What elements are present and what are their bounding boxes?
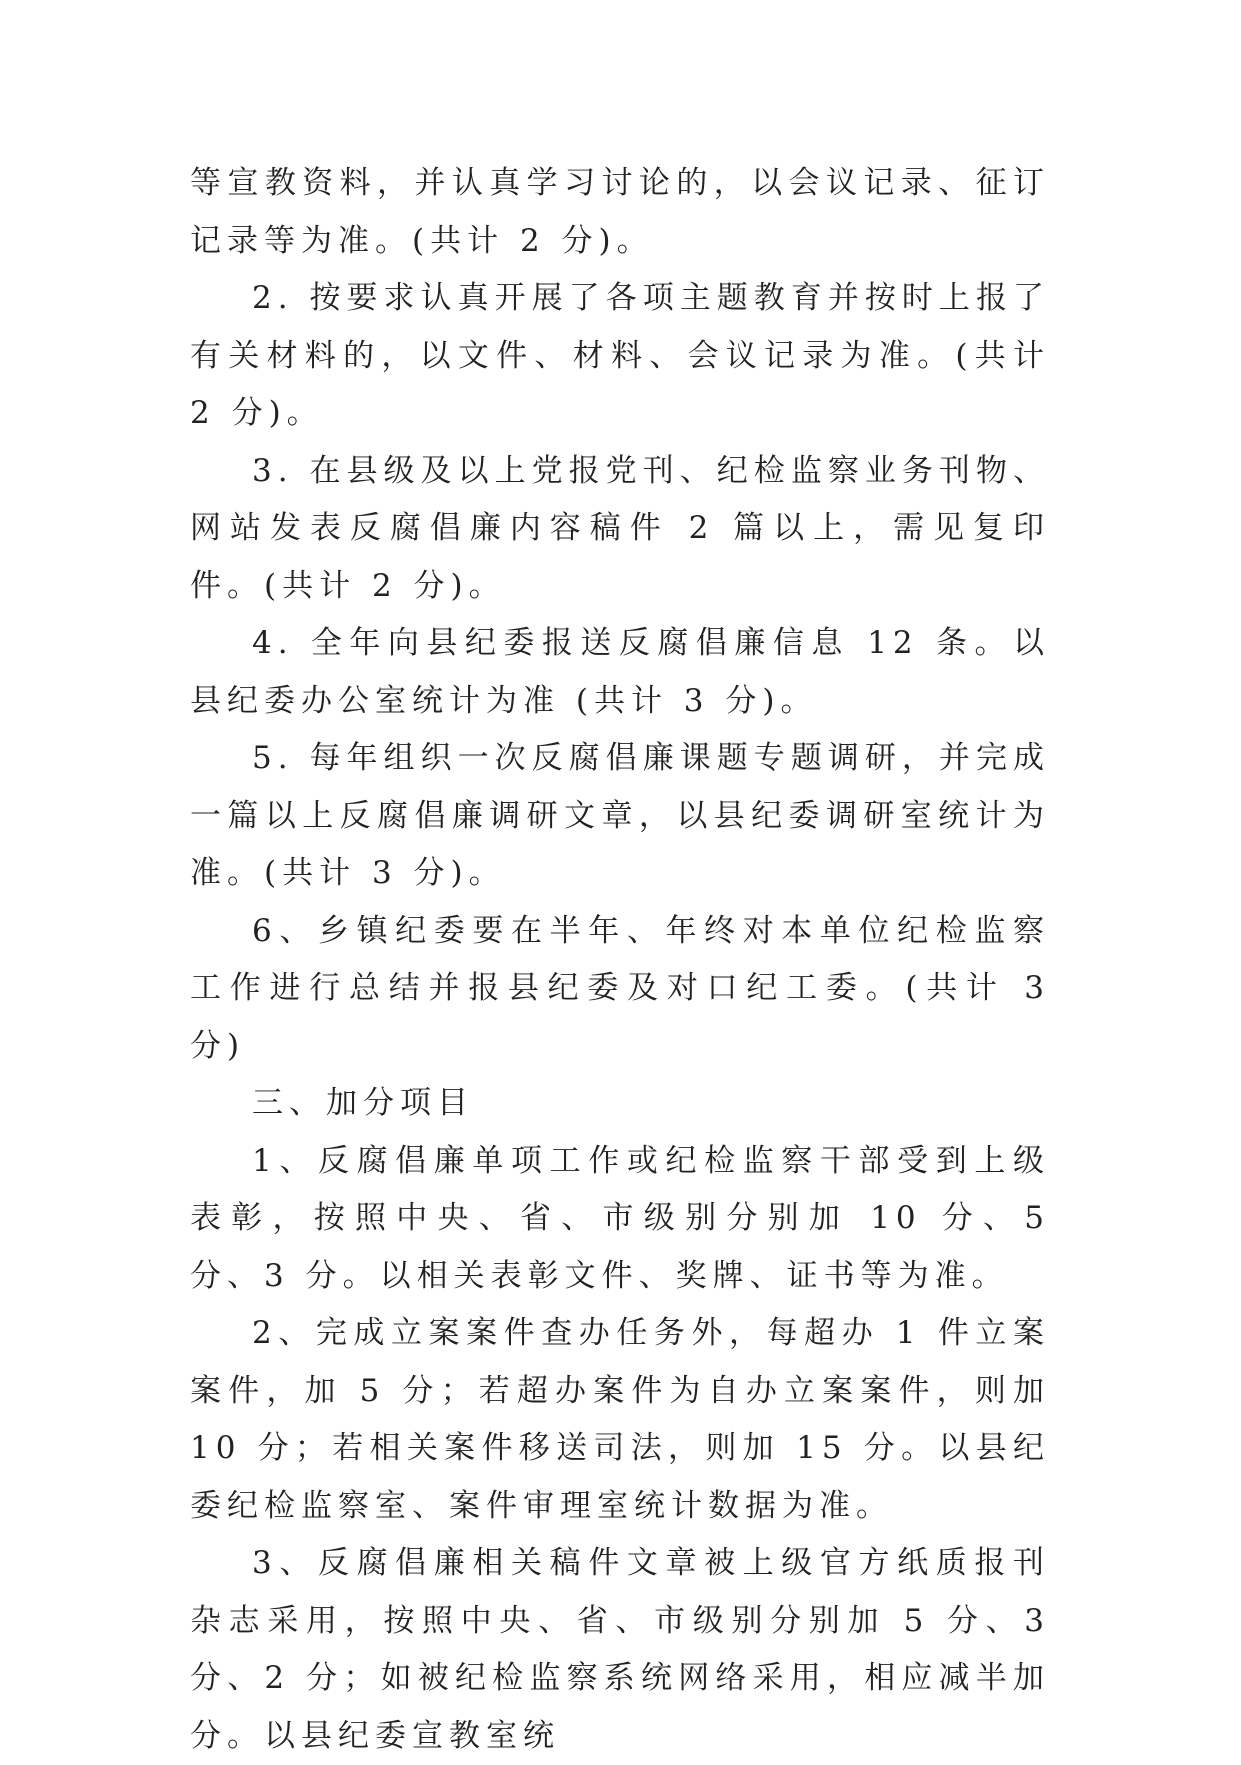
document-body <box>190 155 1050 1765</box>
bonus-item-1: 1、反腐倡廉单项工作或纪检监察干部受到上级表彰，按照中央、省、市级别分别加 10 分、5 分、3 分。以相关表彰文件、奖牌、证书等为准。 <box>190 1142 1050 1294</box>
paragraph-item-2: 2. 按要求认真开展了各项主题教育并按时上报了有关材料的，以文件、材料、会议记录为准。(共计 2 分)。 <box>190 280 1050 431</box>
paragraph-continuation: 等宣教资料，并认真学习讨论的，以会议记录、征订记录等为准。(共计 2 分)。 <box>190 165 1050 259</box>
paragraph-item-3: 3. 在县级及以上党报党刊、纪检监察业务刊物、网站发表反腐倡廉内容稿件 2 篇以上，需见复印件。(共计 2 分)。 <box>190 452 1050 604</box>
bonus-item-2: 2、完成立案案件查办任务外，每超办 1 件立案案件，加 5 分；若超办案件为自办立案案件，则加 10 分；若相关案件移送司法，则加 15 分。以县纪委纪检监察室、案件审理室统计数据为准。 <box>190 1315 1050 1524</box>
paragraph-item-6: 6、乡镇纪委要在半年、年终对本单位纪检监察工作进行总结并报县纪委及对口纪工委。(共计 3 分) <box>190 912 1050 1064</box>
bonus-item-3: 3、反腐倡廉相关稿件文章被上级官方纸质报刊杂志采用，按照中央、省、市级别分别加 5 分、3 分、2 分；如被纪检监察系统网络采用，相应减半加分。以县纪委宣教室统 <box>190 1545 1050 1754</box>
paragraph-item-5: 5. 每年组织一次反腐倡廉课题专题调研，并完成一篇以上反腐倡廉调研文章，以县纪委调研室统计为准。(共计 3 分)。 <box>190 740 1050 891</box>
section-heading-bonus-items: 三、加分项目 <box>252 1085 474 1121</box>
paragraph-item-4: 4. 全年向县纪委报送反腐倡廉信息 12 条。以县纪委办公室统计为准 (共计 3 分)。 <box>190 625 1050 719</box>
